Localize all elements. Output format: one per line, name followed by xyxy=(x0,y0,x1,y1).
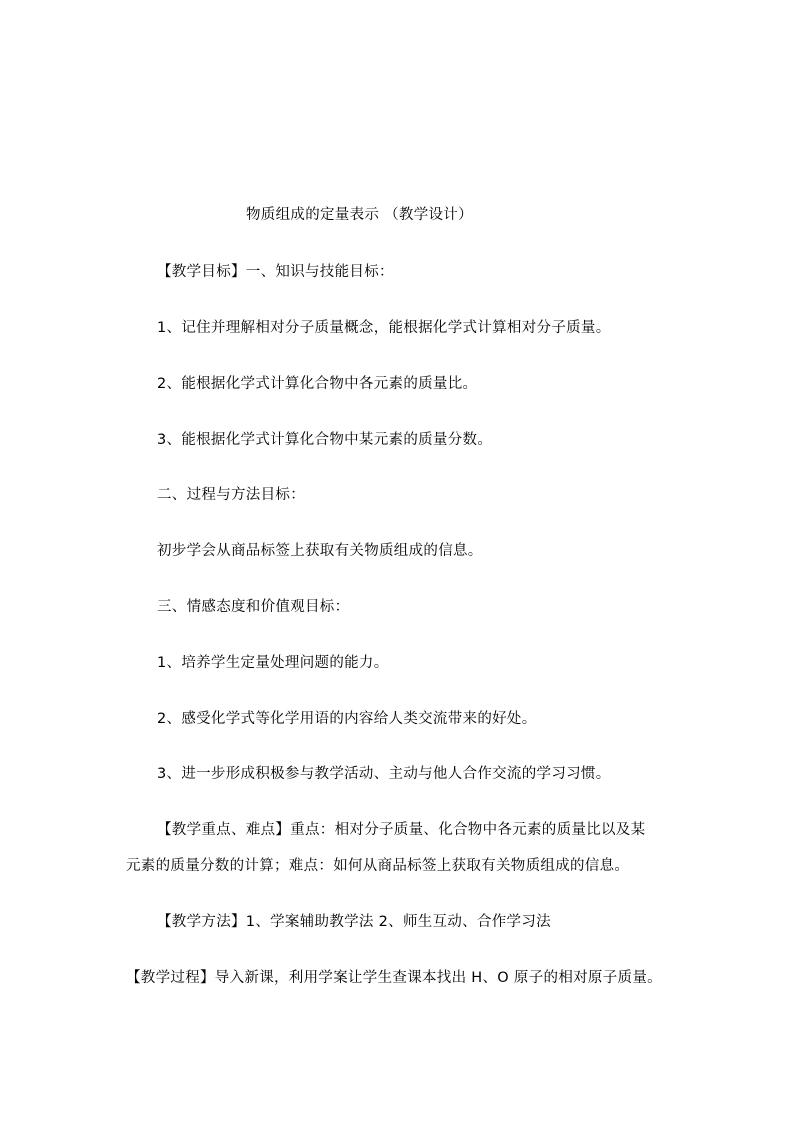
teaching-process: 【教学过程】导入新课，利用学案让学生查课本找出 H、O 原子的相对原子质量。 xyxy=(126,970,662,986)
knowledge-goal-2: 2、能根据化学式计算化合物中各元素的质量比。 xyxy=(157,376,478,392)
emotion-goal-3: 3、进一步形成积极参与教学活动、主动与他人合作交流的学习习惯。 xyxy=(157,766,611,782)
key-points-line-2: 元素的质量分数的计算；难点：如何从商品标签上获取有关物质组成的信息。 xyxy=(126,858,630,874)
process-method-goal: 初步学会从商品标签上获取有关物质组成的信息。 xyxy=(157,543,483,559)
teaching-goals-heading: 【教学目标】一、知识与技能目标： xyxy=(157,264,394,280)
emotion-values-heading: 三、情感态度和价值观目标： xyxy=(157,599,350,615)
key-points-line-1: 【教学重点、难点】重点：相对分子质量、化合物中各元素的质量比以及某 xyxy=(157,822,646,838)
process-method-heading: 二、过程与方法目标： xyxy=(157,487,305,503)
emotion-goal-2: 2、感受化学式等化学用语的内容给人类交流带来的好处。 xyxy=(157,711,537,727)
knowledge-goal-3: 3、能根据化学式计算化合物中某元素的质量分数。 xyxy=(157,432,493,448)
emotion-goal-1: 1、培养学生定量处理问题的能力。 xyxy=(157,655,389,671)
knowledge-goal-1: 1、记住并理解相对分子质量概念，能根据化学式计算相对分子质量。 xyxy=(157,320,611,336)
teaching-methods: 【教学方法】1、学案辅助教学法 2、师生互动、合作学习法 xyxy=(157,914,551,930)
document-title: 物质组成的定量表示 （教学设计） xyxy=(246,207,473,223)
